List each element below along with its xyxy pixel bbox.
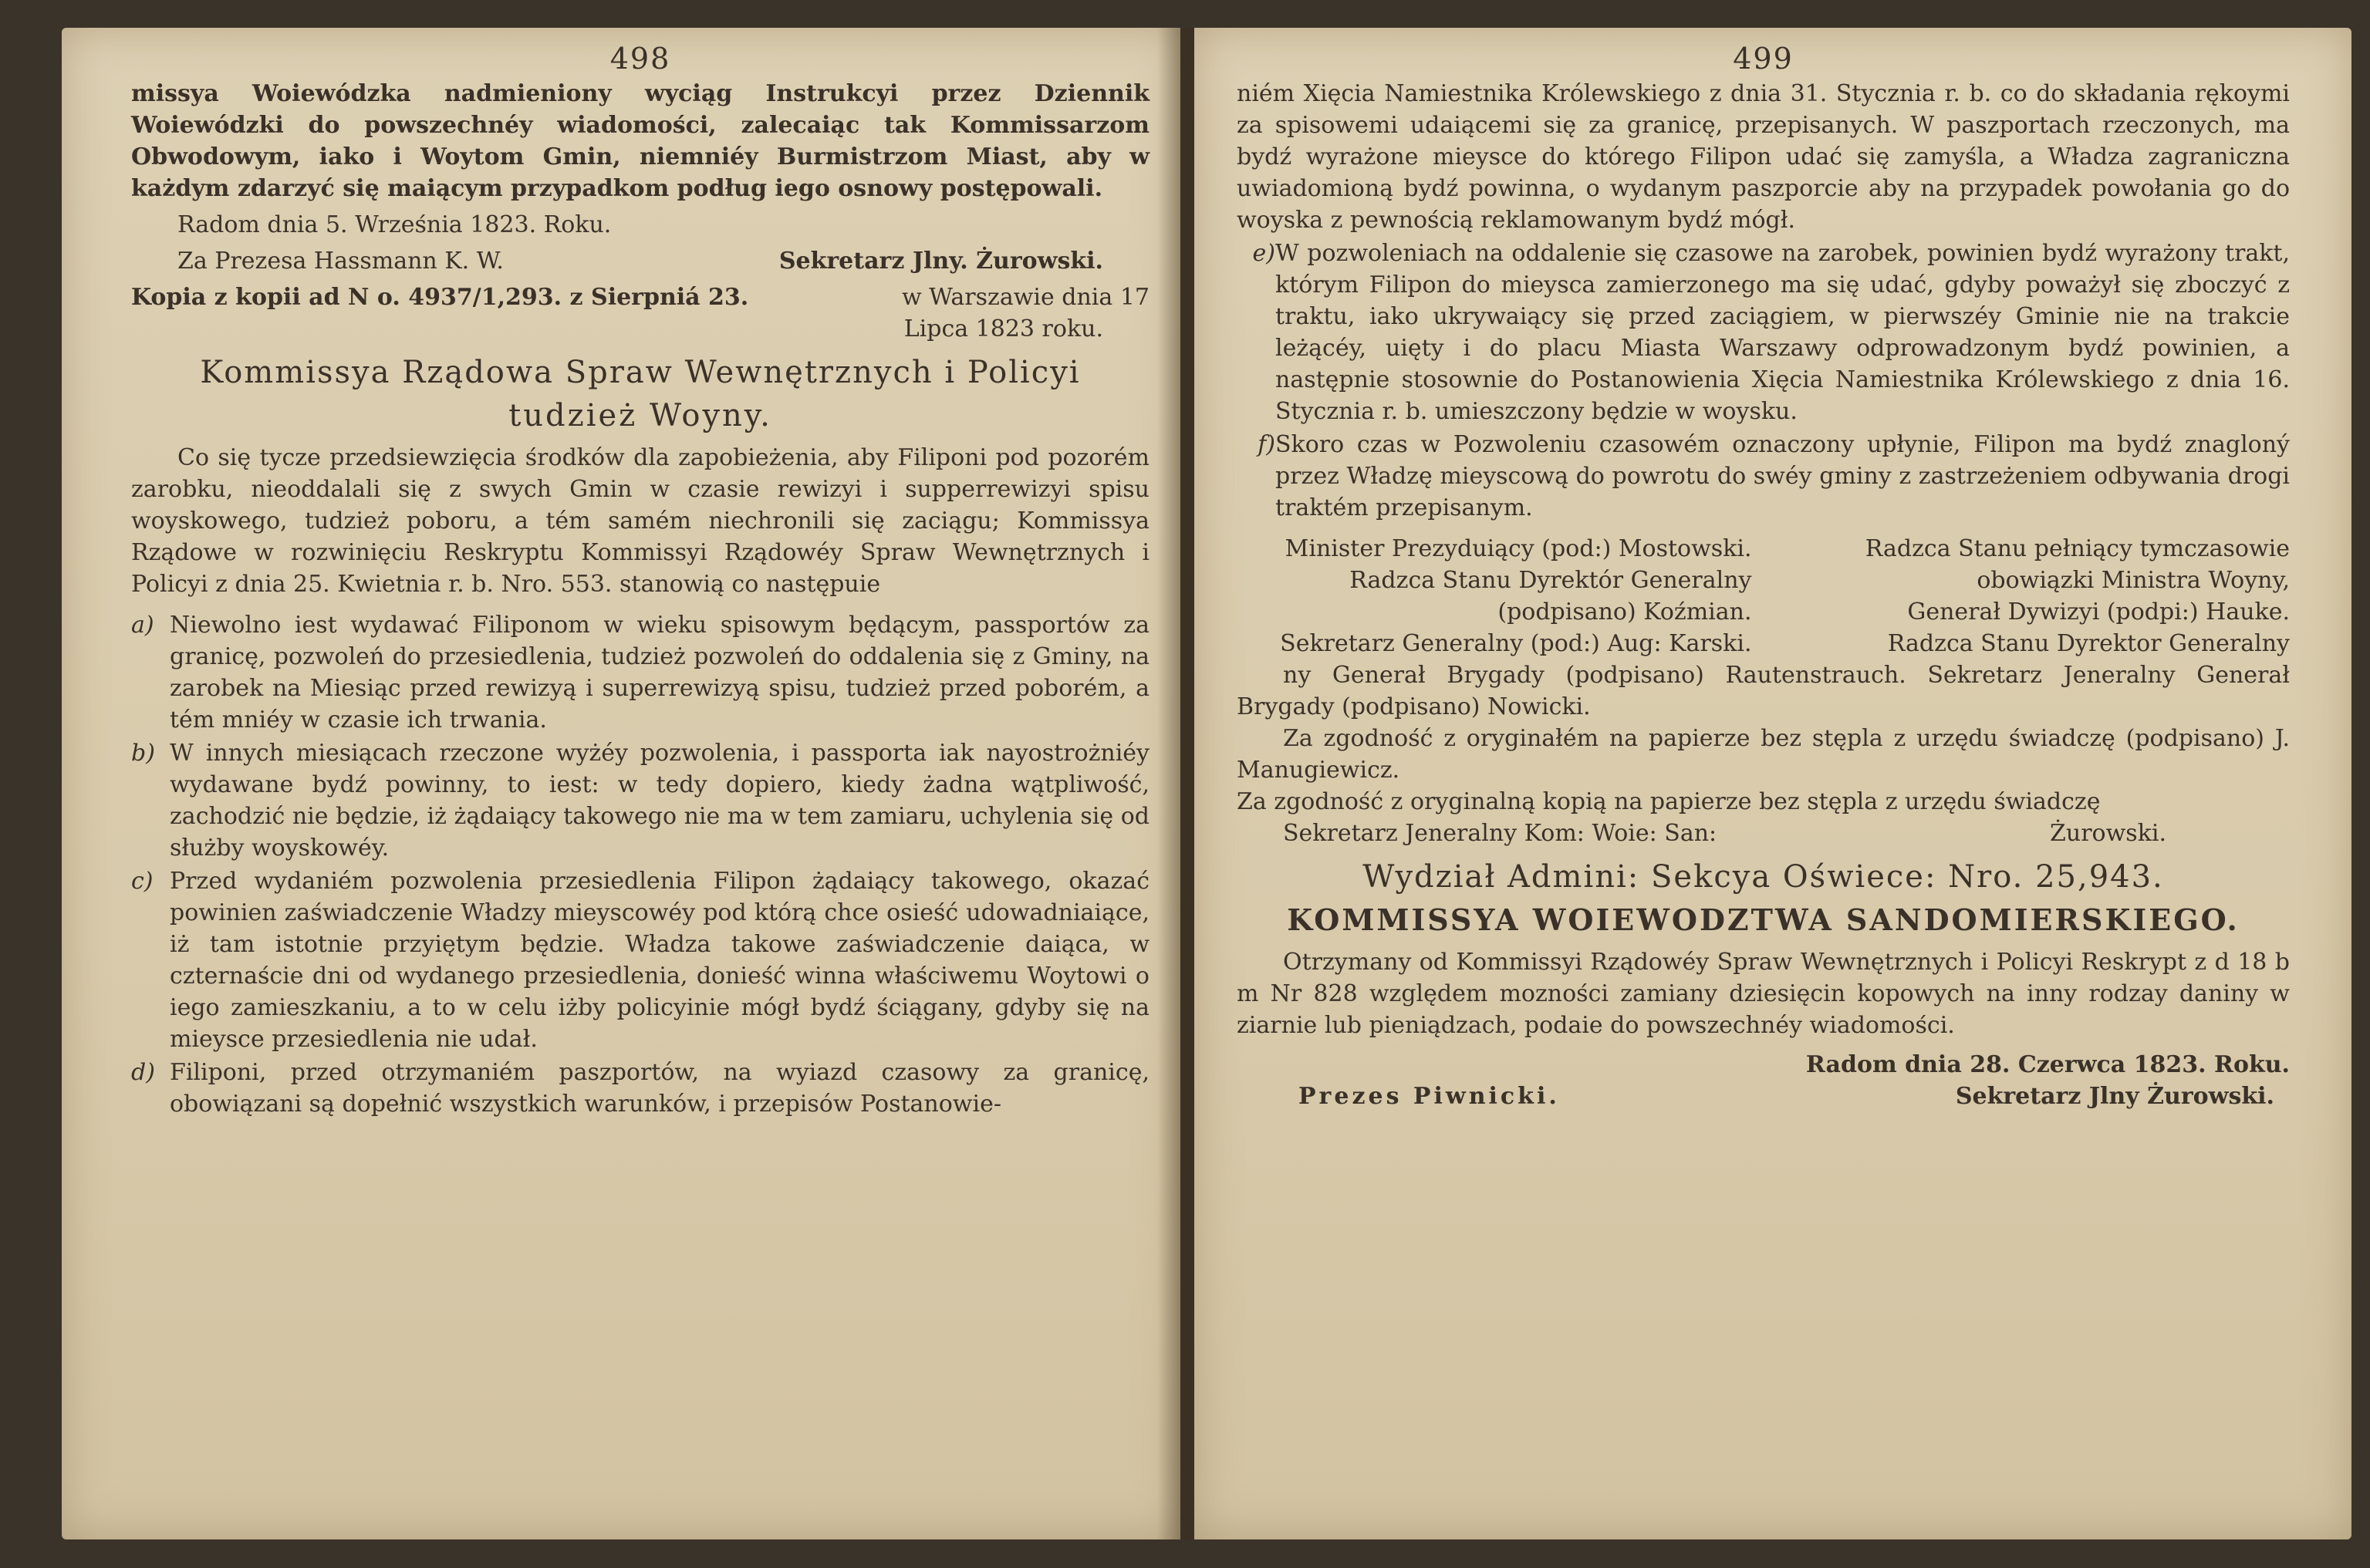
intro-paragraph: missya Woiewódzka nadmieniony wyciąg Instrukcyi przez Dziennik Woiewódzki do powszechnéy wiadomości, zalecaiąc tak Kommissarzom Obwodowym, iako i Woytom Gmin, niemniéy Burmistrzom Miast, aby w każdym zdarzyć się maiącym przypadkom podług iego osnowy postępowali. <box>131 80 1150 202</box>
commission-title: KOMMISSYA WOIEWODZTWA SANDOMIERSKIEGO. <box>1287 902 2240 937</box>
signatory-line: Generał Dywizyi (podpi:) Hauke. <box>1907 599 2290 626</box>
list-item <box>1237 238 2290 427</box>
signature-block <box>1237 533 2290 659</box>
item-label: b) <box>131 740 155 767</box>
item-text: W pozwoleniach na oddalenie się czasowe na zarobek, powinien bydź wyrażony trakt, którym Filipon do mieysca zamierzonego ma się udać, gdyby poważył się zboczyć z traktu, iako ukrywaiący się przed zaciągiem, w pierwszéy Gminie nie na trakcie leżącéy, uięty i do placu Miasta Warszawy odprowadzonym bydź powinien, a następnie stosownie do Postanowienia Xięcia Namiestnika Królewskiego z dnia 16. Stycznia r. b. umieszczony będzie w woysku. <box>1275 240 2290 425</box>
item-label: f) <box>1258 431 1275 458</box>
item-text: Przed wydaniém pozwolenia przesiedlenia Filipon żądaiący takowego, okazać powinien zaświadczenie Władzy mieyscowéy pod którą chce osieść udowadniaiące, iż tam istotnie przyiętym będzie. Władza takowe zaświadczenie daiąca, w czternaście dni od wydanego przesiedlenia, donieść winna właściwemu Woytowi o iego zamieszkaniu, a to w celu iżby policyinie mógł bydź ściągany, gdyby się na mieysce przesiedlenia nie udał. <box>170 868 1150 1053</box>
item-label: c) <box>131 868 154 895</box>
commission-heading: Kommissya Rządowa Spraw Wewnętrznych i Policyi <box>200 355 1081 390</box>
body-paragraph: Co się tycze przedsiewzięcia środków dla zapobieżenia, aby Filiponi pod pozorém zarobku, nieoddalali się z swych Gmin w czasie rewizyi i supperrewizyi spisu woyskowego, tudzież poboru, a tém samém niechronili się zaciągu; Kommissya Rządowe w rozwinięciu Reskryptu Kommissyi Rządowéy Spraw Wewnętrznych i Policyi z dnia 25. Kwietnia r. b. Nro. 553. stanowią co następuie <box>131 444 1150 598</box>
warsaw-date-cont: Lipca 1823 roku. <box>903 315 1103 342</box>
signature-column-left <box>1237 533 1752 659</box>
copy-reference: Kopia z kopii ad N o. 4937/1,293. z Sierpniá 23. <box>131 284 749 311</box>
signatory-line: Radzca Stanu Dyrektor Generalny <box>1887 630 2290 657</box>
right-page <box>1194 28 2351 1539</box>
closing-signature-left: Prezes Piwnicki. <box>1298 1083 1560 1110</box>
item-label: d) <box>131 1059 155 1086</box>
signatory-line: Sekretarz Generalny (pod:) Aug: Karski. <box>1280 630 1752 657</box>
conformity-signature-right: Żurowski. <box>2050 820 2166 847</box>
left-page <box>62 28 1180 1539</box>
signatory-line: Radzca Stanu Dyrektór Generalny <box>1349 567 1752 594</box>
conformity-statement-2: Za zgodność z oryginalną kopią na papierze bez stępla z urzędu świadczę <box>1237 788 2101 815</box>
department-line: Wydział Admini: Sekcya Oświece: Nro. 25,943. <box>1362 859 2164 895</box>
list-item <box>1237 429 2290 524</box>
closing-signature-right: Sekretarz Jlny Żurowski. <box>1955 1083 2274 1110</box>
item-text: Niewolno iest wydawać Filiponom w wieku spisowym będącym, passportów za granicę, pozwoleń do przesiedlenia, tudzież pozwoleń do oddalenia się z Gminy, na zarobek na Miesiąc przed rewizyą i superrewizyą spisu, tudzież przed poborém, a tém mniéy w czasie ich trwania. <box>170 612 1150 733</box>
signatory-line: Minister Prezyduiący (pod:) Mostowski. <box>1285 535 1752 562</box>
signatory-line: (podpisano) Koźmian. <box>1497 599 1752 626</box>
left-page-content <box>131 43 1150 1121</box>
signature-continuation: ny Generał Brygady (podpisano) Rautenstrauch. Sekretarz Jeneralny Generał Brygady (podpisano) Nowicki. <box>1237 662 2290 720</box>
warsaw-date: w Warszawie dnia 17 <box>901 284 1150 311</box>
list-item <box>131 609 1150 736</box>
closing-paragraph: Otrzymany od Kommissyi Rządowéy Spraw Wewnętrznych i Policyi Reskrypt z d 18 b m Nr 828 względem mozności zamiany dziesięcin kopowych na inny rodzay daniny w ziarnie lub pieniądzach, podaie do powszechnéy wiadomości. <box>1237 949 2290 1039</box>
list-item <box>131 1057 1150 1120</box>
item-label: e) <box>1252 240 1275 267</box>
conformity-statement-1: Za zgodność z oryginałém na papierze bez stępla z urzędu świadczę (podpisano) J. Manugiewicz. <box>1237 725 2290 784</box>
signatory-line: Radzca Stanu pełniący tymczasowie obowiązki Ministra Woyny, <box>1865 535 2290 594</box>
page-number: 498 <box>609 42 671 76</box>
item-text: Skoro czas w Pozwoleniu czasowém oznaczony upłynie, Filipon ma bydź znagloný przez Władzę mieyscową do powrotu do swéy gminy z zastrzeżeniem odbywania drogi traktém przepisanym. <box>1275 431 2290 521</box>
signature-left: Za Prezesa Hassmann K. W. <box>177 248 504 275</box>
date-line: Radom dnia 5. Września 1823. Roku. <box>177 211 612 238</box>
item-label: a) <box>131 612 154 639</box>
signature-right: Sekretarz Jlny. Żurowski. <box>778 248 1103 275</box>
item-text: Filiponi, przed otrzymaniém paszportów, na wyiazd czasowy za granicę, obowiązani są dopełnić wszystkich warunków, i przepisów Postanowie- <box>170 1059 1150 1118</box>
list-item <box>131 865 1150 1055</box>
commission-heading-2: tudzież Woyny. <box>508 398 772 433</box>
signature-column-right <box>1775 533 2291 659</box>
item-text: W innych miesiącach rzeczone wyżéy pozwolenia, i passporta iak nayostrożniéy wydawane bydź powinny, to iest: w tedy dopiero, kiedy żadna wątpliwość, zachodzić nie będzie, iż żądaiący takowego nie ma w tem zamiaru, uchylenia się od służby woyskowéy. <box>170 740 1150 862</box>
continuation-paragraph: niém Xięcia Namiestnika Królewskiego z dnia 31. Stycznia r. b. co do składania rękoymi za spisowemi udaiącemi się za granicę, przepisanych. W paszportach rzeczonych, ma bydź wyrażone mieysce do którego Filipon udać się zamyśla, a Władza zagraniczna uwiadomioną bydź powinna, o wydanym paszporcie aby na przypadek powołania go do woyska z pewnością reklamowanym bydź mógł. <box>1237 80 2290 234</box>
right-page-content <box>1237 43 2290 1112</box>
conformity-signature-left: Sekretarz Jeneralny Kom: Woie: San: <box>1283 820 1717 847</box>
closing-date: Radom dnia 28. Czerwca 1823. Roku. <box>1805 1051 2290 1078</box>
page-number: 499 <box>1733 42 1794 76</box>
list-item <box>131 737 1150 864</box>
